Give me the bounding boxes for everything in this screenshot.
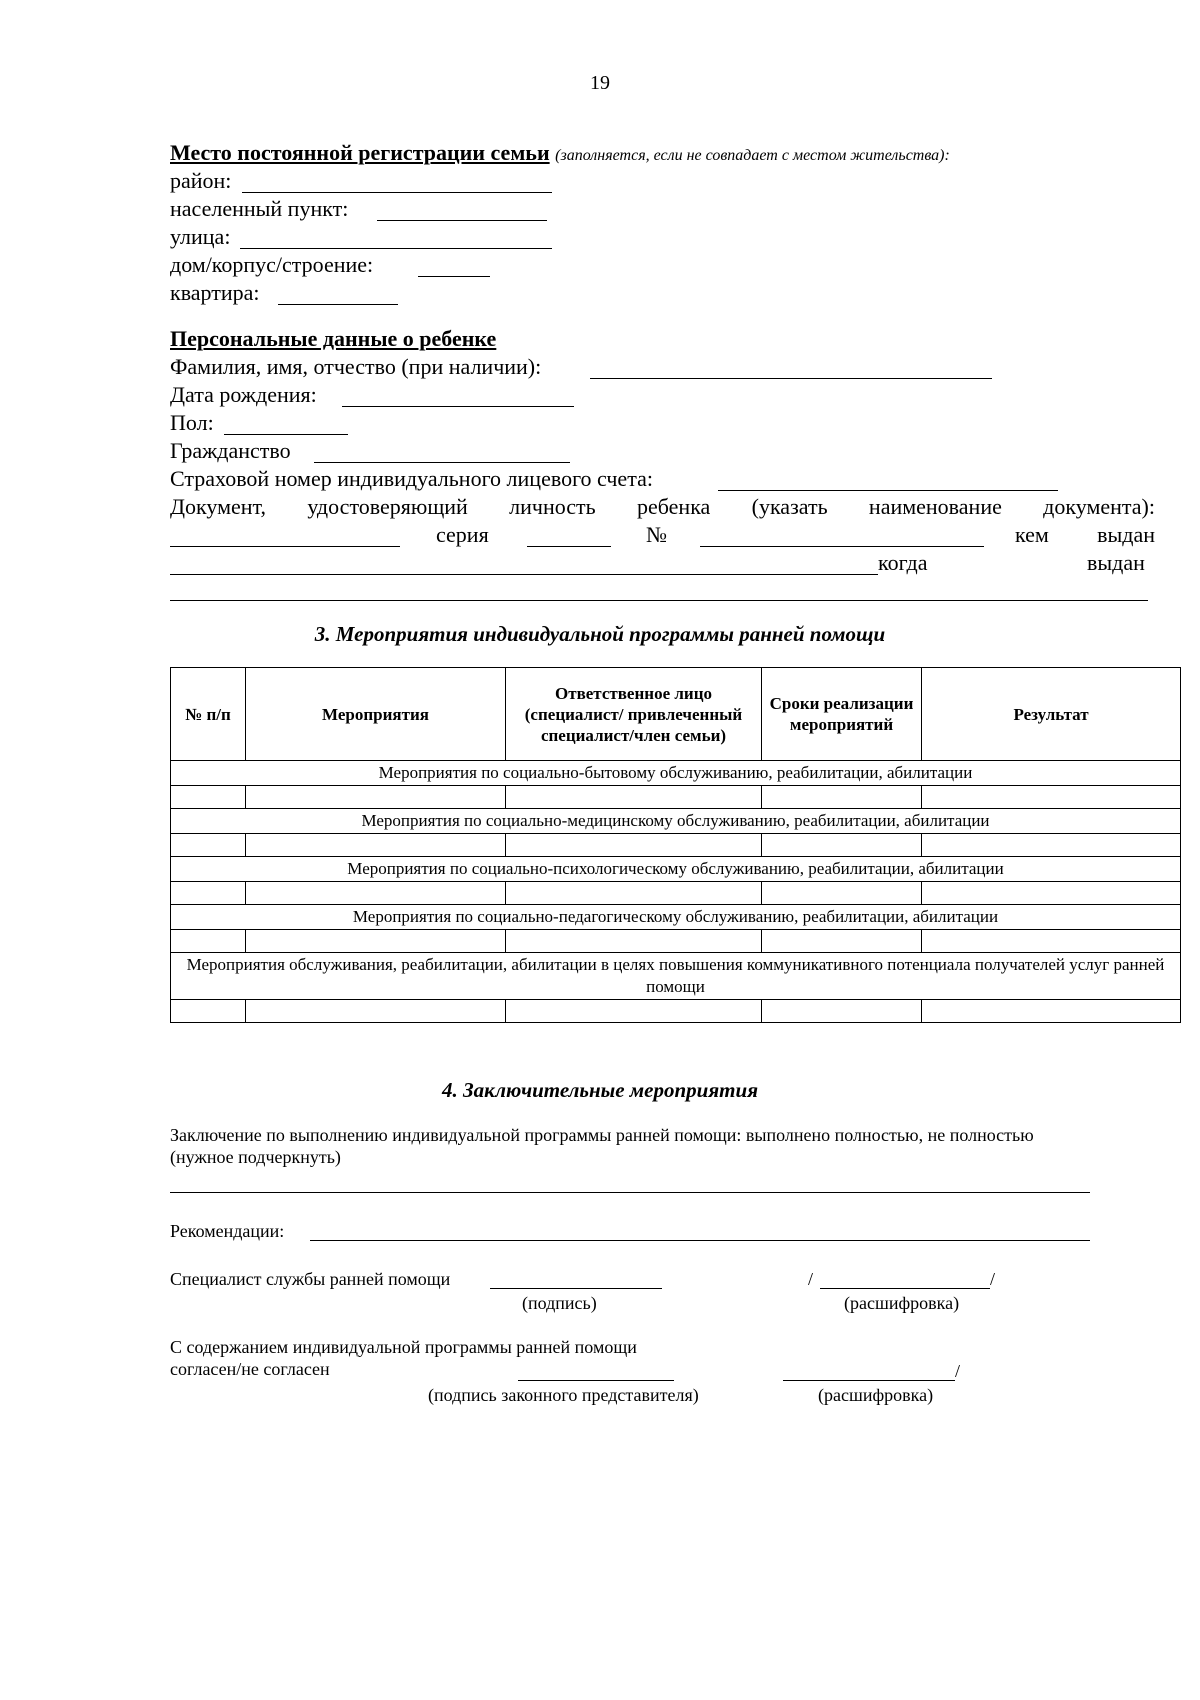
locality-label: населенный пункт: (170, 196, 349, 221)
group-row (171, 857, 1181, 882)
table-row (171, 834, 1181, 857)
conclusion-text: Заключение по выполнению индивидуальной программы ранней помощи: выполнено полностью, не полностью (170, 1125, 1034, 1145)
cell[interactable] (246, 882, 506, 905)
child-document-label: Документ, удостоверяющий личность ребенка (указать наименование документа): (170, 494, 1155, 519)
recommendations-label: Рекомендации: (170, 1221, 285, 1241)
program-table (170, 667, 1181, 1023)
cell[interactable] (762, 786, 922, 809)
cell[interactable] (506, 882, 762, 905)
slash-left: / (808, 1269, 814, 1289)
issued-label: выдан (1087, 550, 1145, 575)
cell[interactable] (506, 834, 762, 857)
cell[interactable] (246, 930, 506, 953)
group-social-psychological: Мероприятия по социально-психологическому обслуживанию, реабилитации, абилитации (171, 857, 1181, 882)
cell[interactable] (922, 1000, 1181, 1023)
group-social-medical: Мероприятия по социально-медицинскому обслуживанию, реабилитации, абилитации (171, 809, 1181, 834)
district-field[interactable] (242, 192, 552, 193)
issue-date-field[interactable] (170, 600, 1148, 601)
sex-field[interactable] (224, 434, 348, 435)
child-name-field[interactable] (590, 378, 992, 379)
conclusion-field[interactable] (170, 1192, 1090, 1193)
agreement-line2: согласен/не согласен (170, 1359, 330, 1379)
family-registration-heading (170, 140, 950, 169)
birth-date-label: Дата рождения: (170, 382, 317, 407)
snils-label: Страховой номер индивидуального лицевого счета: (170, 466, 653, 491)
section4-title: 4. Заключительные мероприятия (441, 1078, 759, 1102)
group-row (171, 809, 1181, 834)
specialist-signature-field[interactable] (490, 1288, 662, 1289)
col-activities-header: Мероприятия (246, 668, 506, 761)
locality-field[interactable] (377, 220, 547, 221)
col-result-header: Результат (922, 668, 1181, 761)
table-row (171, 930, 1181, 953)
col-number-header: № п/п (171, 668, 246, 761)
cell[interactable] (246, 786, 506, 809)
slash-right: / (990, 1269, 996, 1289)
recommendations-field[interactable] (310, 1240, 1090, 1241)
when-label: когда (878, 550, 928, 575)
cell[interactable] (171, 882, 246, 905)
col-responsible-header: Ответственное лицо (специалист/ привлеченный специалист/член семьи) (506, 668, 762, 761)
group-social-household: Мероприятия по социально-бытовому обслуживанию, реабилитации, абилитации (171, 761, 1181, 786)
representative-signature-caption: (подпись законного представителя) (428, 1385, 699, 1405)
page-number: 19 (590, 72, 610, 94)
house-label: дом/корпус/строение: (170, 252, 374, 277)
slash-rep: / (955, 1361, 961, 1381)
representative-decoding-caption: (расшифровка) (818, 1385, 934, 1405)
cell[interactable] (762, 1000, 922, 1023)
cell[interactable] (922, 930, 1181, 953)
section3-title: 3. Мероприятия индивидуальной программы ранней помощи (314, 622, 886, 646)
cell[interactable] (762, 834, 922, 857)
apartment-label: квартира: (170, 280, 260, 305)
number-field[interactable] (700, 546, 984, 547)
cell[interactable] (171, 786, 246, 809)
specialist-decoding-field[interactable] (820, 1288, 990, 1289)
cell[interactable] (762, 882, 922, 905)
specialist-label: Специалист службы ранней помощи (170, 1269, 451, 1289)
cell[interactable] (762, 930, 922, 953)
document-name-field[interactable] (170, 546, 400, 547)
col-terms-header: Сроки реализации мероприятий (762, 668, 922, 761)
cell[interactable] (922, 882, 1181, 905)
table-header-row (171, 668, 1181, 761)
group-row (171, 761, 1181, 786)
family-registration-note: (заполняется, если не совпадает с местом жительства): (555, 147, 950, 164)
representative-decoding-field[interactable] (783, 1380, 955, 1381)
citizenship-label: Гражданство (170, 438, 291, 463)
street-label: улица: (170, 224, 231, 249)
citizenship-field[interactable] (314, 462, 570, 463)
conclusion-note: (нужное подчеркнуть) (170, 1147, 341, 1167)
group-row (171, 905, 1181, 930)
cell[interactable] (922, 786, 1181, 809)
group-communicative: Мероприятия обслуживания, реабилитации, абилитации в целях повышения коммуникативного потенциала получателей услуг ранней помощи (171, 953, 1181, 1000)
signature-caption: (подпись) (522, 1293, 597, 1313)
series-label: серия (436, 522, 489, 547)
cell[interactable] (506, 930, 762, 953)
cell[interactable] (171, 1000, 246, 1023)
birth-date-field[interactable] (342, 406, 574, 407)
table-row (171, 1000, 1181, 1023)
family-registration-title: Место постоянной регистрации семьи (170, 140, 550, 165)
cell[interactable] (246, 1000, 506, 1023)
representative-signature-field[interactable] (518, 1380, 674, 1381)
street-field[interactable] (240, 248, 552, 249)
decoding-caption: (расшифровка) (844, 1293, 960, 1313)
district-label: район: (170, 168, 232, 193)
cell[interactable] (171, 834, 246, 857)
cell[interactable] (506, 1000, 762, 1023)
cell[interactable] (506, 786, 762, 809)
agreement-line1: С содержанием индивидуальной программы ранней помощи (170, 1337, 637, 1357)
snils-field[interactable] (718, 490, 1058, 491)
group-social-pedagogical: Мероприятия по социально-педагогическому обслуживанию, реабилитации, абилитации (171, 905, 1181, 930)
house-field[interactable] (418, 276, 490, 277)
number-label: № (646, 522, 667, 547)
issued-by-label: кем выдан (1015, 522, 1155, 547)
series-field[interactable] (527, 546, 611, 547)
table-row (171, 786, 1181, 809)
table-row (171, 882, 1181, 905)
cell[interactable] (171, 930, 246, 953)
issued-by-field[interactable] (170, 574, 878, 575)
child-name-label: Фамилия, имя, отчество (при наличии): (170, 354, 542, 379)
apartment-field[interactable] (278, 304, 398, 305)
child-data-heading: Персональные данные о ребенке (170, 326, 497, 351)
sex-label: Пол: (170, 410, 214, 435)
cell[interactable] (246, 834, 506, 857)
cell[interactable] (922, 834, 1181, 857)
group-row (171, 953, 1181, 1000)
